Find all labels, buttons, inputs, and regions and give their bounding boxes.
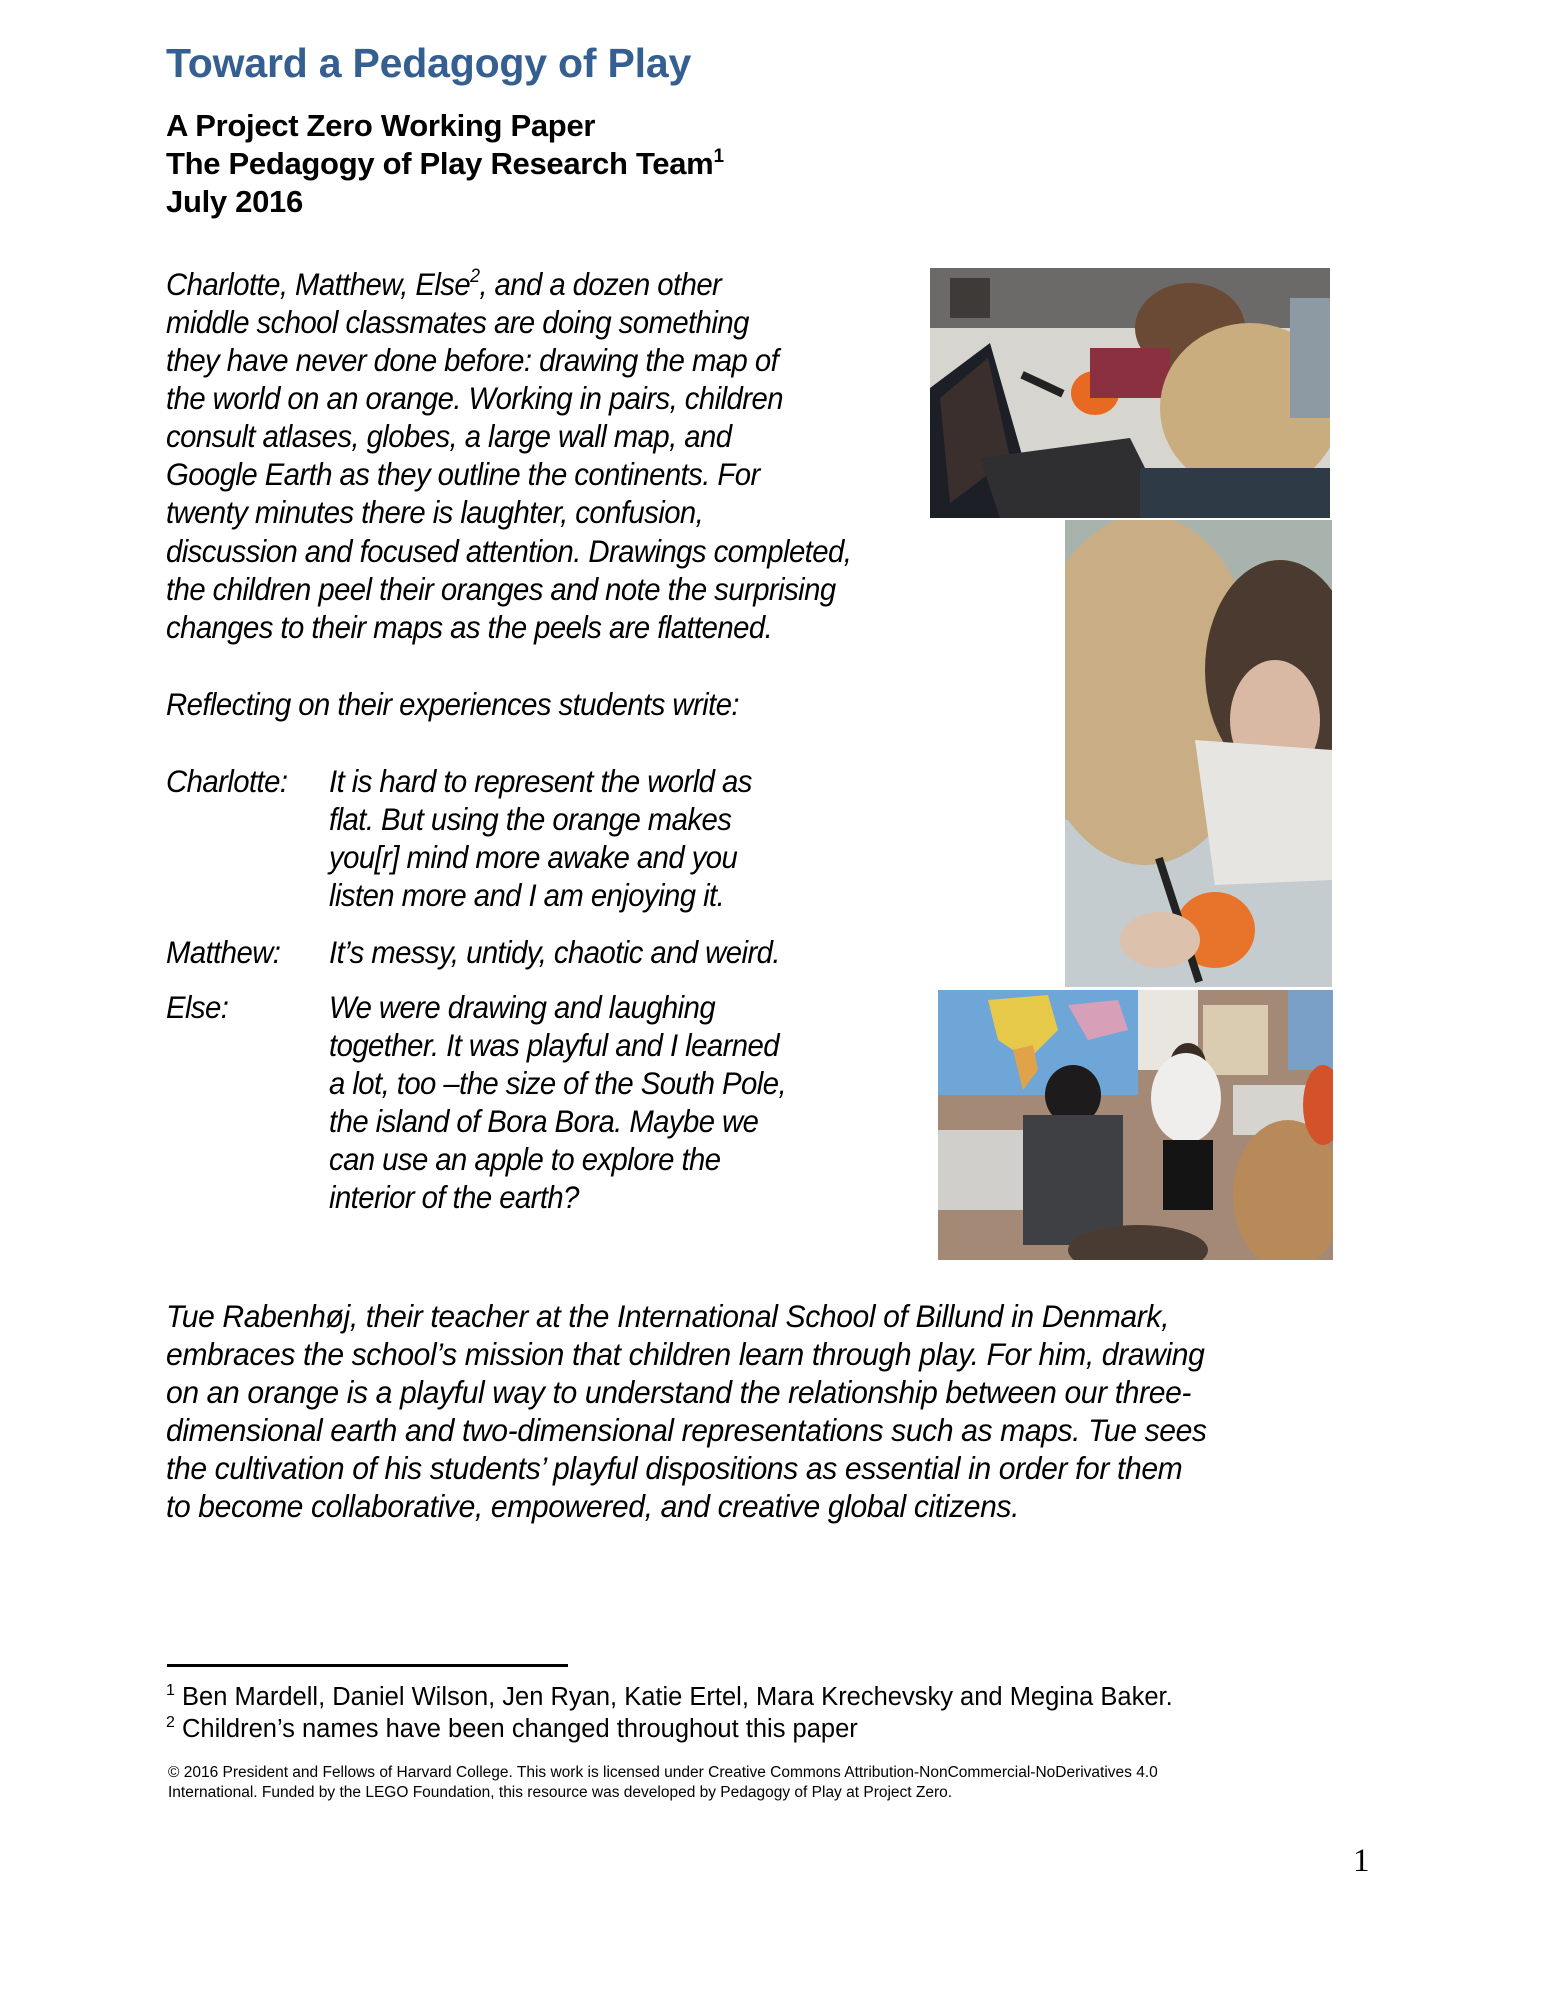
photo-icon	[938, 990, 1333, 1260]
intro-line	[166, 265, 721, 303]
quote-line: It’s messy, untidy, chaotic and weird.	[329, 934, 780, 970]
intro-line: Google Earth as they outline the continents. For	[166, 456, 760, 492]
teacher-paragraph-line: embraces the school’s mission that children learn through play. For him, drawing	[166, 1336, 1205, 1372]
intro-line: changes to their maps as the peels are flattened.	[166, 609, 773, 645]
teacher-paragraph-line: the cultivation of his students’ playful dispositions as essential in order for them	[166, 1450, 1183, 1486]
intro-line: they have never done before: drawing the map of	[166, 342, 779, 378]
footnote-2	[166, 1713, 858, 1745]
quote-line: the island of Bora Bora. Maybe we	[329, 1103, 759, 1139]
footnote-1-marker: 1	[166, 1682, 175, 1699]
quote-speaker-charlotte: Charlotte:	[166, 763, 288, 799]
footnote-ref-2[interactable]: 2	[470, 266, 480, 287]
teacher-paragraph-line: to become collaborative, empowered, and creative global citizens.	[166, 1488, 1020, 1524]
subtitle-research-team	[166, 145, 724, 183]
intro-line: the world on an orange. Working in pairs, children	[166, 380, 783, 416]
reflection-intro: Reflecting on their experiences students write:	[166, 686, 740, 722]
teacher-paragraph-line: on an orange is a playful way to understand the relationship between our three-	[166, 1374, 1192, 1410]
quote-line: flat. But using the orange makes	[329, 801, 732, 837]
footnote-1	[166, 1681, 1173, 1713]
quote-line: interior of the earth?	[329, 1179, 579, 1215]
footnote-1-text: Ben Mardell, Daniel Wilson, Jen Ryan, Katie Ertel, Mara Krechevsky and Megina Baker.	[182, 1683, 1173, 1711]
photo-boys-laptop-orange	[930, 268, 1330, 518]
intro-line: the children peel their oranges and note the surprising	[166, 571, 836, 607]
quote-line: listen more and I am enjoying it.	[329, 877, 725, 913]
quote-line: a lot, too –the size of the South Pole,	[329, 1065, 787, 1101]
teacher-paragraph-line: dimensional earth and two-dimensional representations such as maps. Tue sees	[166, 1412, 1207, 1448]
copyright-line: © 2016 President and Fellows of Harvard College. This work is licensed under Creative Commons Attribution-NonCommercial-NoDerivatives 4.0	[168, 1764, 1158, 1781]
quote-line: you[r] mind more awake and you	[329, 839, 738, 875]
subtitle-research-team-text: The Pedagogy of Play Research Team	[166, 146, 714, 181]
intro-line: discussion and focused attention. Drawings completed,	[166, 533, 852, 569]
copyright-line: International. Funded by the LEGO Foundation, this resource was developed by Pedagogy of Play at Project Zero.	[168, 1784, 953, 1801]
photo-icon	[930, 268, 1330, 518]
teacher-paragraph-line: Tue Rabenhøj, their teacher at the International School of Billund in Denmark,	[166, 1298, 1170, 1334]
subtitle-working-paper: A Project Zero Working Paper	[166, 108, 596, 143]
footnote-2-text: Children’s names have been changed throughout this paper	[182, 1715, 858, 1743]
intro-line: middle school classmates are doing something	[166, 304, 749, 340]
photo-icon	[1065, 520, 1332, 987]
page-number: 1	[1353, 1843, 1370, 1879]
photo-girls-drawing-on-orange	[1065, 520, 1332, 987]
intro-line: consult atlases, globes, a large wall map, and	[166, 418, 732, 454]
quote-line: We were drawing and laughing	[329, 989, 716, 1025]
footnote-separator	[167, 1664, 568, 1667]
quote-line: can use an apple to explore the	[329, 1141, 721, 1177]
quote-speaker-matthew: Matthew:	[166, 934, 281, 970]
quote-line: together. It was playful and I learned	[329, 1027, 779, 1063]
footnote-2-marker: 2	[166, 1714, 175, 1731]
quote-line: It is hard to represent the world as	[329, 763, 752, 799]
footnote-ref-1[interactable]: 1	[713, 146, 724, 167]
intro-line: twenty minutes there is laughter, confusion,	[166, 494, 704, 530]
page-title: Toward a Pedagogy of Play	[166, 40, 692, 86]
subtitle-date: July 2016	[166, 184, 303, 219]
intro-names: Charlotte, Matthew, Else	[166, 266, 471, 302]
quote-speaker-else: Else:	[166, 989, 229, 1025]
photo-classroom-world-map	[938, 990, 1333, 1260]
intro-first-line-rest: , and a dozen other	[479, 266, 722, 302]
